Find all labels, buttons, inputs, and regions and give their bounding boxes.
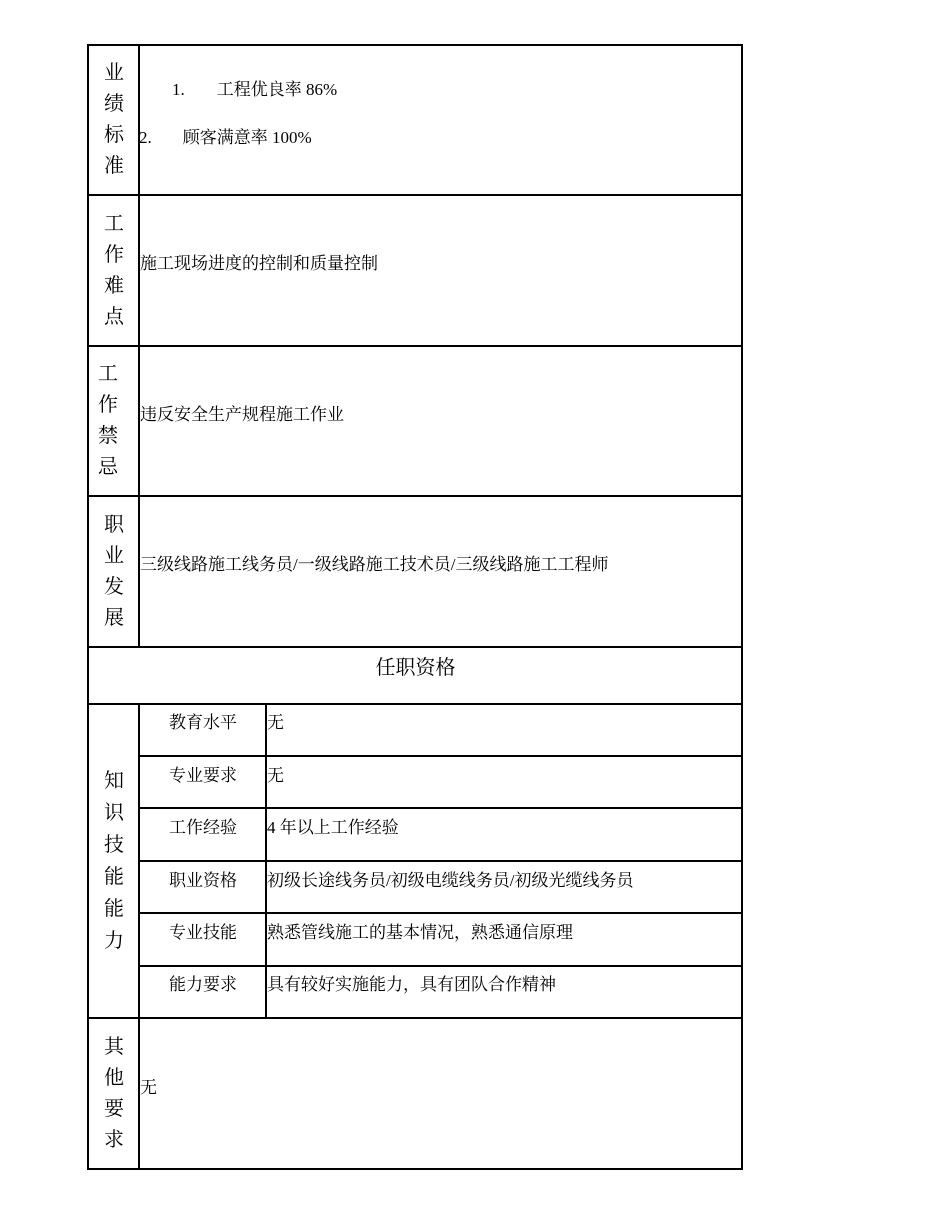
certification-value: 初级长途线务员/初级电缆线务员/初级光缆线务员 (267, 871, 634, 890)
subtable-row-divider (138, 912, 743, 914)
performance-label: 业 绩 标 准 (104, 62, 124, 177)
performance-item (172, 75, 337, 100)
table-border-right (741, 44, 743, 1170)
ability-label: 能力要求 (169, 975, 237, 994)
difficulty-label: 工 作 难 点 (104, 212, 124, 328)
row-divider (87, 1017, 743, 1019)
ability-value: 具有较好实施能力，具有团队合作精神 (267, 975, 556, 994)
skills-label: 专业技能 (169, 923, 237, 942)
major-value: 无 (267, 766, 284, 785)
list-text: 顾客满意率 100% (182, 128, 312, 147)
row-divider (87, 646, 743, 648)
subtable-row-divider (138, 755, 743, 757)
skills-value: 熟悉管线施工的基本情况，熟悉通信原理 (267, 923, 573, 942)
list-number: 2. (139, 128, 152, 147)
section-title: 任职资格 (375, 657, 456, 679)
qualification-label: 知 识 技 能 能 力 (104, 770, 124, 952)
other-text: 无 (140, 1078, 157, 1097)
list-text: 工程优良率 86% (216, 80, 338, 99)
table-border-top (87, 44, 743, 46)
education-value: 无 (267, 713, 284, 732)
major-label: 专业要求 (169, 766, 237, 785)
table-border-bottom (87, 1168, 743, 1170)
performance-item (139, 123, 312, 148)
difficulty-text: 施工现场进度的控制和质量控制 (140, 254, 378, 273)
experience-value: 4 年以上工作经验 (267, 818, 399, 837)
subtable-row-divider (138, 860, 743, 862)
taboo-text: 违反安全生产规程施工作业 (140, 405, 344, 424)
row-divider (87, 703, 743, 705)
subtable-row-divider (138, 965, 743, 967)
row-divider (87, 194, 743, 196)
row-divider (87, 345, 743, 347)
experience-label: 工作经验 (169, 818, 237, 837)
career-text: 三级线路施工线务员/一级线路施工技术员/三级线路施工工程师 (140, 555, 609, 574)
list-number: 1. (172, 80, 185, 99)
career-label: 职 业 发 展 (104, 513, 124, 629)
education-label: 教育水平 (169, 713, 237, 732)
row-divider (87, 495, 743, 497)
taboo-label: 工 作 禁 忌 (98, 363, 118, 478)
subtable-row-divider (138, 807, 743, 809)
other-label: 其 他 要 求 (104, 1035, 124, 1151)
certification-label: 职业资格 (169, 871, 237, 890)
